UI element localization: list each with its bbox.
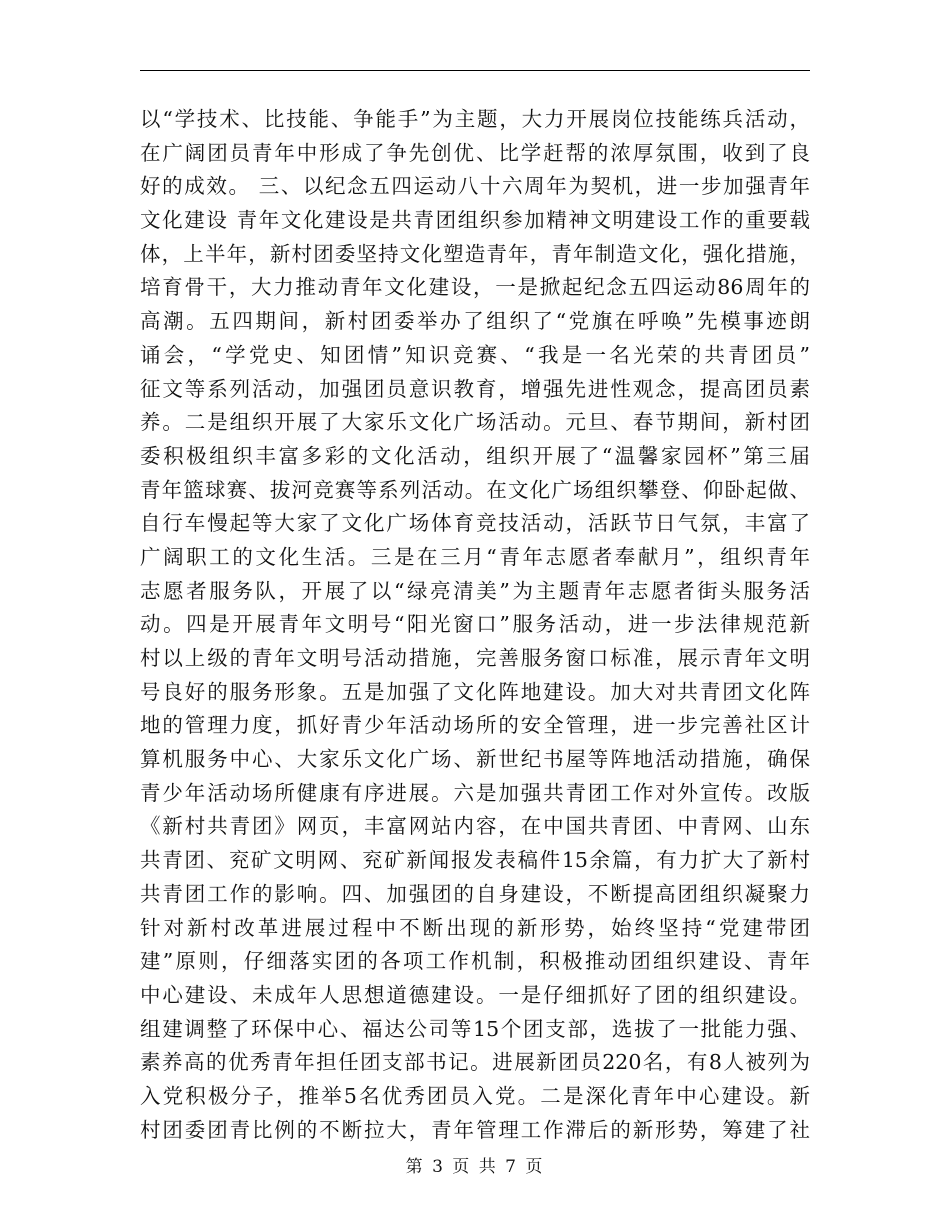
body-line: 广阔职工的文化生活。三是在三月“青年志愿者奉献月”，组织青年 [140, 544, 810, 569]
body-line: 算机服务中心、大家乐文化广场、新世纪书屋等阵地活动措施，确保 [140, 747, 810, 772]
body-line: 地的管理力度，抓好青少年活动场所的安全管理，进一步完善社区计 [140, 713, 810, 738]
body-line: 入党积极分子，推举5名优秀团员入党。二是深化青年中心建设。新 [140, 1083, 810, 1108]
body-line: 《新村共青团》网页，丰富网站内容，在中国共青团、中青网、山东 [140, 814, 810, 839]
body-line: 体，上半年，新村团委坚持文化塑造青年，青年制造文化，强化措施， [140, 241, 810, 266]
body-line: 共青团工作的影响。四、加强团的自身建设，不断提高团组织凝聚力 [140, 881, 810, 906]
body-line: 针对新村改革进展过程中不断出现的新形势，始终坚持“党建带团 [140, 915, 810, 940]
body-line: 村以上级的青年文明号活动措施，完善服务窗口标准，展示青年文明 [140, 646, 810, 670]
body-line: 共青团、兖矿文明网、兖矿新闻报发表稿件15余篇，有力扩大了新村 [140, 848, 810, 873]
body-line: 自行车慢起等大家了文化广场体育竞技活动，活跃节日气氛，丰富了 [140, 511, 810, 536]
header-rule [140, 70, 810, 71]
body-line: 高潮。五四期间，新村团委举办了组织了“党旗在呼唤”先模事迹朗 [140, 309, 810, 334]
page-number: 第 3 页 共 7 页 [405, 1157, 545, 1177]
body-line: 号良好的服务形象。五是加强了文化阵地建设。加大对共青团文化阵 [140, 679, 810, 704]
body-line: 培育骨干，大力推动青年文化建设，一是掀起纪念五四运动86周年的 [140, 275, 810, 300]
body-line: 中心建设、未成年人思想道德建设。一是仔细抓好了团的组织建设。 [140, 982, 810, 1007]
document-body [140, 103, 810, 1147]
body-line: 素养高的优秀青年担任团支部书记。进展新团员220名，有8人被列为 [140, 1050, 810, 1075]
body-line: 村团委团青比例的不断拉大，青年管理工作滞后的新形势，筹建了社 [140, 1117, 810, 1142]
body-line: 在广阔团员青年中形成了争先创优、比学赶帮的浓厚氛围，收到了良 [140, 140, 810, 165]
body-line: 养。二是组织开展了大家乐文化广场活动。元旦、春节期间，新村团 [140, 410, 810, 435]
body-line: 委积极组织丰富多彩的文化活动，组织开展了“温馨家园杯”第三届 [140, 443, 810, 468]
body-line: 动。四是开展青年文明号“阳光窗口”服务活动，进一步法律规范新 [140, 612, 810, 637]
body-line: 好的成效。 三、以纪念五四运动八十六周年为契机，进一步加强青年 [140, 174, 810, 199]
body-line: 青年篮球赛、拔河竞赛等系列活动。在文化广场组织攀登、仰卧起做、 [140, 477, 810, 502]
body-line: 文化建设 青年文化建设是共青团组织参加精神文明建设工作的重要载 [140, 208, 810, 233]
body-line: 以“学技术、比技能、争能手”为主题，大力开展岗位技能练兵活动， [140, 107, 810, 131]
body-line: 诵会，“学党史、知团情”知识竞赛、“我是一名光荣的共青团员” [140, 342, 810, 367]
body-line: 组建调整了环保中心、福达公司等15个团支部，选拔了一批能力强、 [140, 1016, 810, 1041]
body-line: 青少年活动场所健康有序进展。六是加强共青团工作对外宣传。改版 [140, 780, 810, 805]
body-line: 志愿者服务队，开展了以“绿亮清美”为主题青年志愿者街头服务活 [140, 578, 810, 603]
body-line: 征文等系列活动，加强团员意识教育，增强先进性观念，提高团员素 [140, 376, 810, 401]
body-line: 建”原则，仔细落实团的各项工作机制，积极推动团组织建设、青年 [140, 949, 810, 974]
